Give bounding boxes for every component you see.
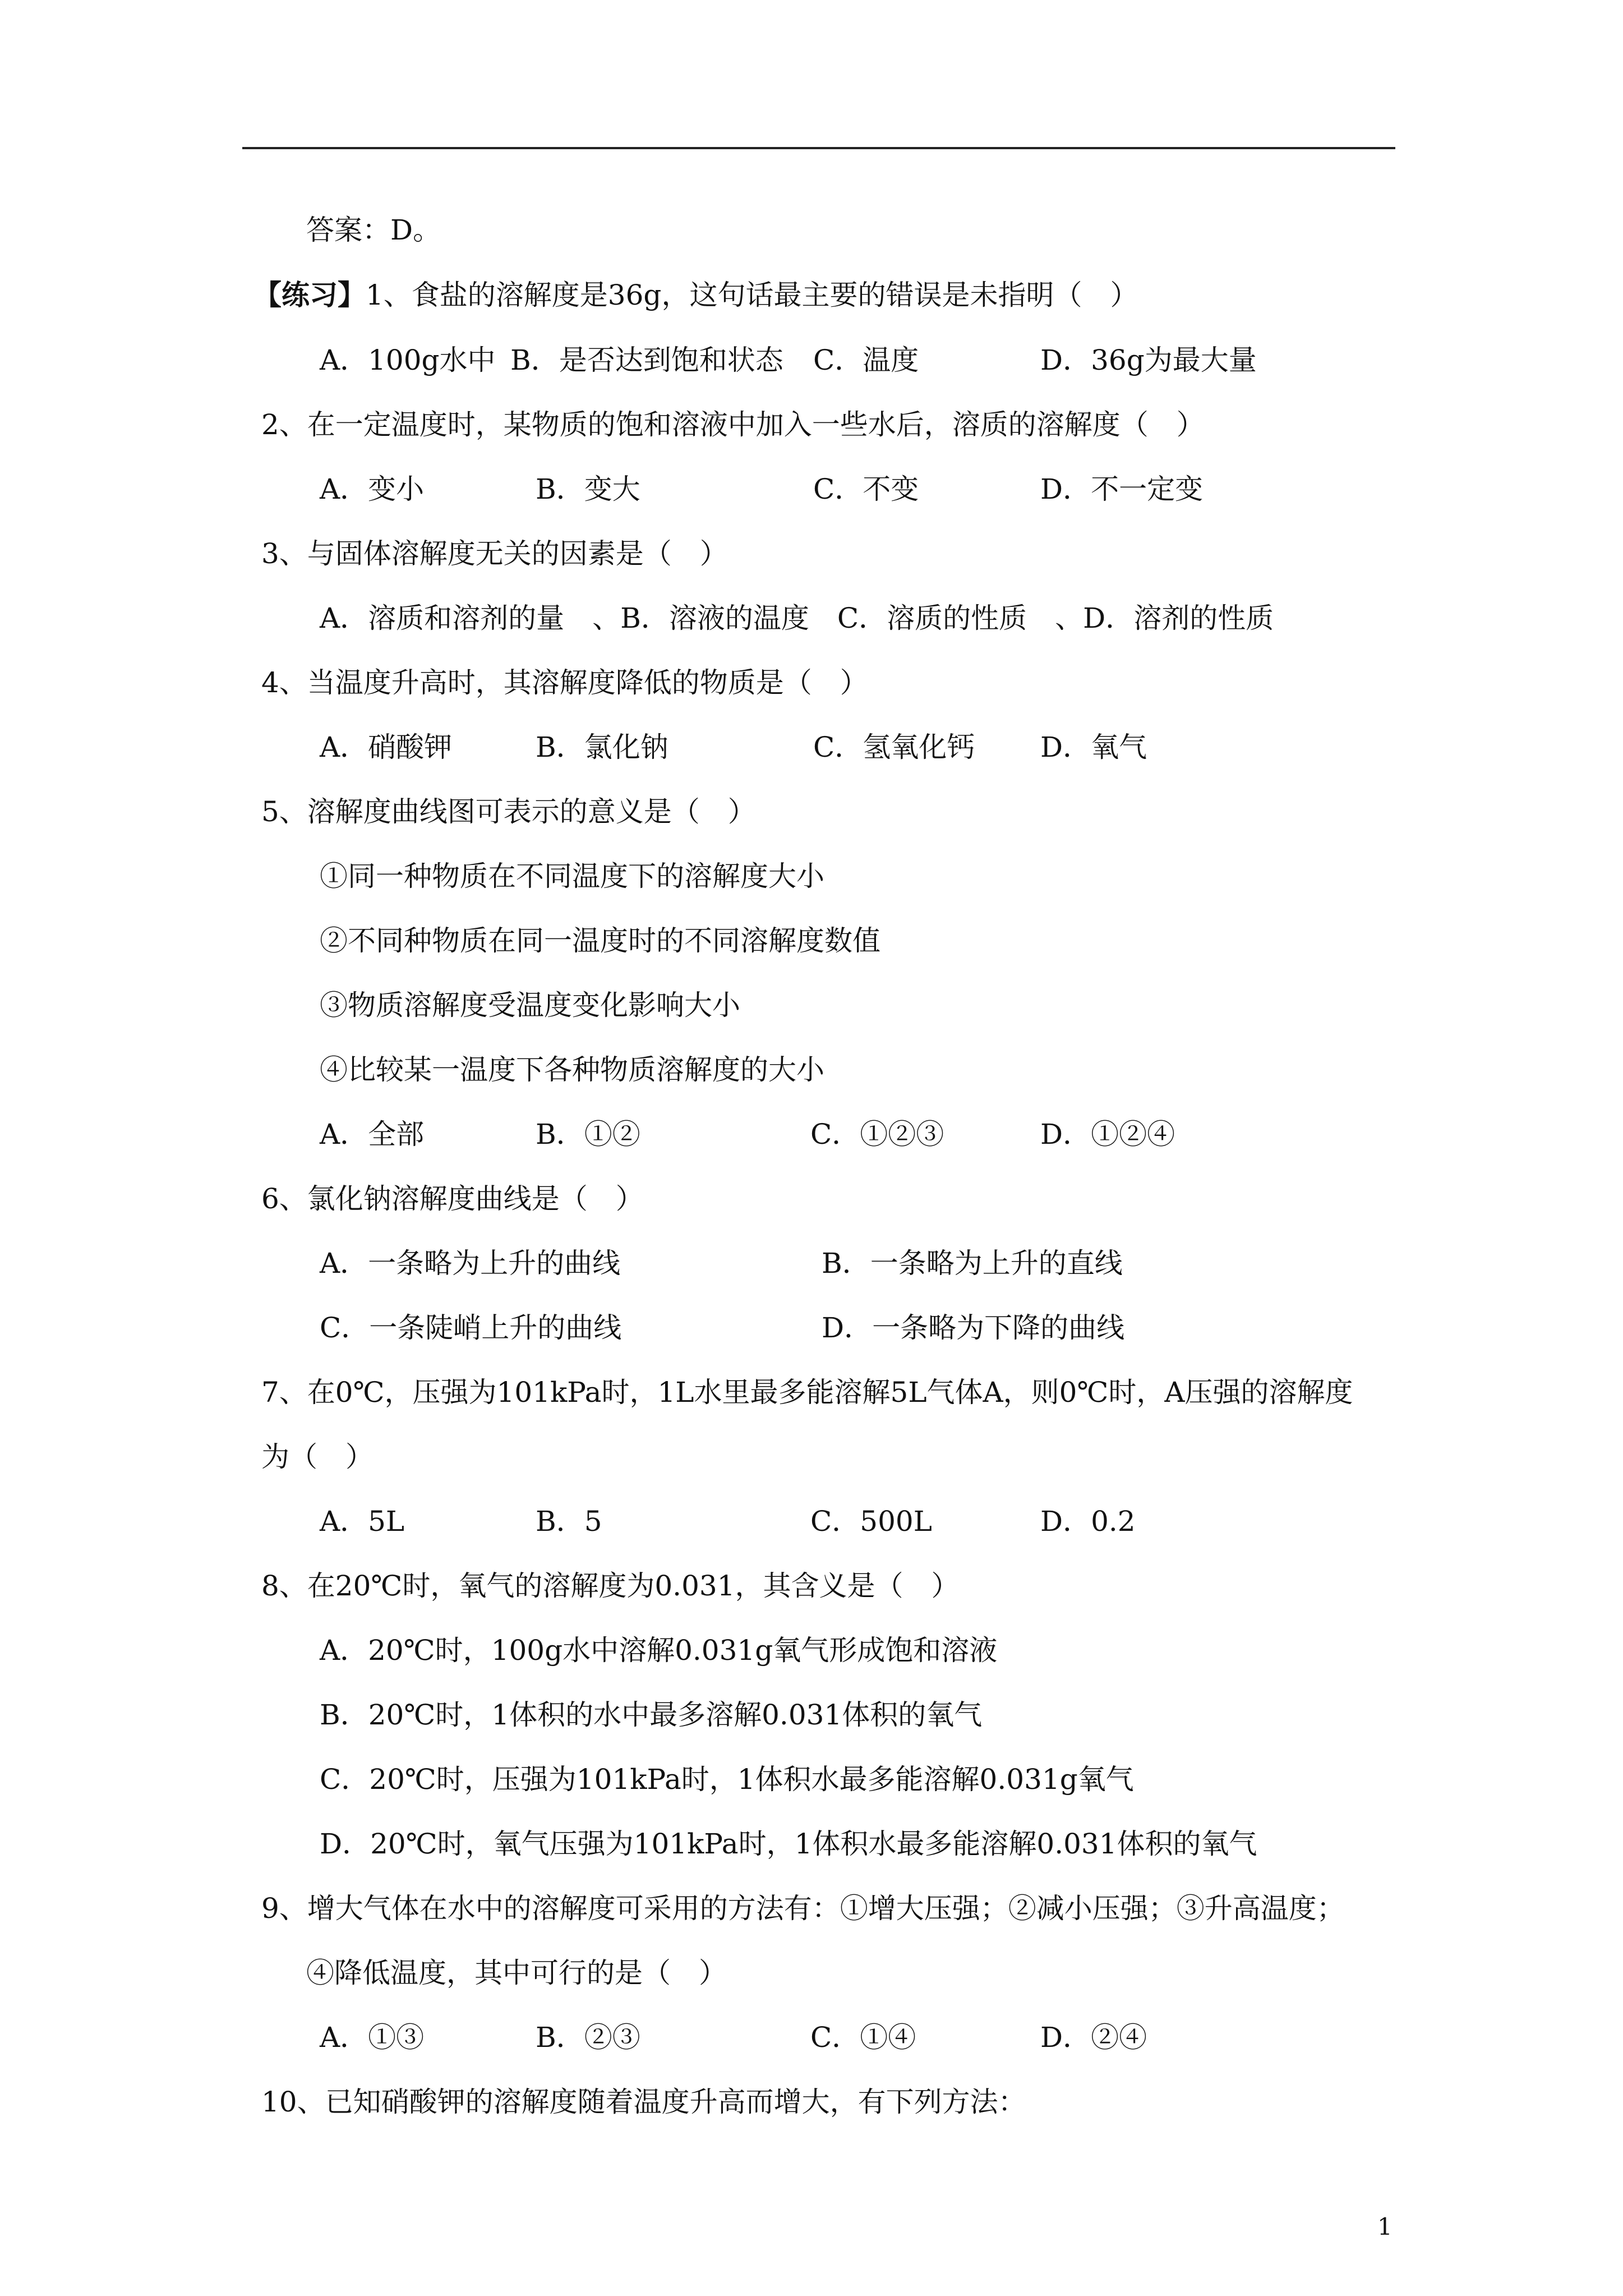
q6-option-a: A．一条略为上升的曲线 — [320, 1247, 621, 1280]
q5-option-c: C．①②③ — [810, 1118, 944, 1151]
answer-line: 答案：D。 — [306, 214, 441, 246]
q5-item-1: ①同一种物质在不同温度下的溶解度大小 — [320, 860, 824, 892]
q1-stem — [253, 277, 1138, 313]
q5-stem: 5、溶解度曲线图可表示的意义是（ ） — [261, 795, 756, 828]
q4-option-a: A．硝酸钾 — [320, 731, 453, 763]
q1-stem-text: 1、食盐的溶解度是36g，这句话最主要的错误是未指明（ ） — [366, 279, 1138, 311]
q2-option-d: D．不一定变 — [1040, 473, 1204, 505]
q1-option-c: C．温度 — [813, 344, 919, 376]
q7-option-b: B．5 — [536, 1505, 602, 1538]
q4-option-d: D．氧气 — [1040, 731, 1147, 763]
q4-option-b: B．氯化钠 — [536, 731, 668, 763]
q2-stem: 2、在一定温度时，某物质的饱和溶液中加入一些水后，溶质的溶解度（ ） — [261, 408, 1205, 441]
q8-option-b: B．20℃时，1体积的水中最多溶解0.031体积的氧气 — [320, 1699, 983, 1731]
q7-option-a: A．5L — [320, 1505, 405, 1538]
q8-stem: 8、在20℃时，氧气的溶解度为0.031，其含义是（ ） — [261, 1570, 960, 1602]
q7-option-c: C．500L — [810, 1505, 932, 1538]
q8-option-c: C．20℃时，压强为101kPa时，1体积水最多能溶解0.031g氧气 — [320, 1763, 1134, 1796]
q1-option-b: B．是否达到饱和状态 — [510, 344, 783, 376]
header-rule — [242, 147, 1395, 149]
q5-option-d: D．①②④ — [1040, 1118, 1175, 1151]
q5-item-4: ④比较某一温度下各种物质溶解度的大小 — [320, 1053, 824, 1086]
q8-option-a: A．20℃时，100g水中溶解0.031g氧气形成饱和溶液 — [320, 1634, 998, 1667]
q2-option-a: A．变小 — [320, 473, 425, 505]
practice-tag: 【练习】 — [253, 278, 366, 311]
q5-option-a: A．全部 — [320, 1118, 425, 1151]
q4-option-c: C．氢氧化钙 — [813, 731, 975, 763]
q9-option-a: A．①③ — [320, 2021, 425, 2054]
q2-option-c: C．不变 — [813, 473, 919, 505]
q9-stem-line1: 9、增大气体在水中的溶解度可采用的方法有：①增大压强；②减小压强；③升高温度； — [261, 1892, 1345, 1925]
q9-option-c: C．①④ — [810, 2021, 916, 2054]
q4-stem: 4、当温度升高时，其溶解度降低的物质是（ ） — [261, 666, 868, 699]
q3-stem: 3、与固体溶解度无关的因素是（ ） — [261, 537, 728, 570]
q1-option-d: D．36g为最大量 — [1040, 344, 1257, 376]
q9-option-b: B．②③ — [536, 2021, 640, 2054]
q7-stem-line1: 7、在0℃，压强为101kPa时，1L水里最多能溶解5L气体A，则0℃时，A压强的溶解度 — [261, 1376, 1353, 1409]
q8-option-d: D．20℃时，氧气压强为101kPa时，1体积水最多能溶解0.031体积的氧气 — [320, 1828, 1257, 1860]
q5-item-2: ②不同种物质在同一温度时的不同溶解度数值 — [320, 924, 880, 957]
q9-option-d: D．②④ — [1040, 2021, 1147, 2054]
q6-option-d: D．一条略为下降的曲线 — [822, 1312, 1125, 1344]
q5-item-3: ③物质溶解度受温度变化影响大小 — [320, 989, 740, 1022]
q6-stem: 6、氯化钠溶解度曲线是（ ） — [261, 1182, 644, 1215]
q10-stem: 10、已知硝酸钾的溶解度随着温度升高而增大，有下列方法： — [261, 2086, 1026, 2118]
q1-option-a: A．100g水中 — [320, 344, 496, 376]
q6-option-b: B．一条略为上升的直线 — [822, 1247, 1123, 1280]
q6-option-c: C．一条陡峭上升的曲线 — [320, 1312, 622, 1344]
q5-option-b: B．①② — [536, 1118, 640, 1151]
q9-stem-line2: ④降低温度，其中可行的是（ ） — [306, 1957, 727, 1989]
q2-option-b: B．变大 — [536, 473, 640, 505]
q7-option-d: D．0.2 — [1040, 1505, 1136, 1538]
q7-stem-line2: 为（ ） — [261, 1441, 374, 1473]
page-number: 1 — [1377, 2213, 1393, 2240]
q3-options: A．溶质和溶剂的量 、B．溶液的温度 C．溶质的性质 、D．溶剂的性质 — [320, 602, 1274, 634]
